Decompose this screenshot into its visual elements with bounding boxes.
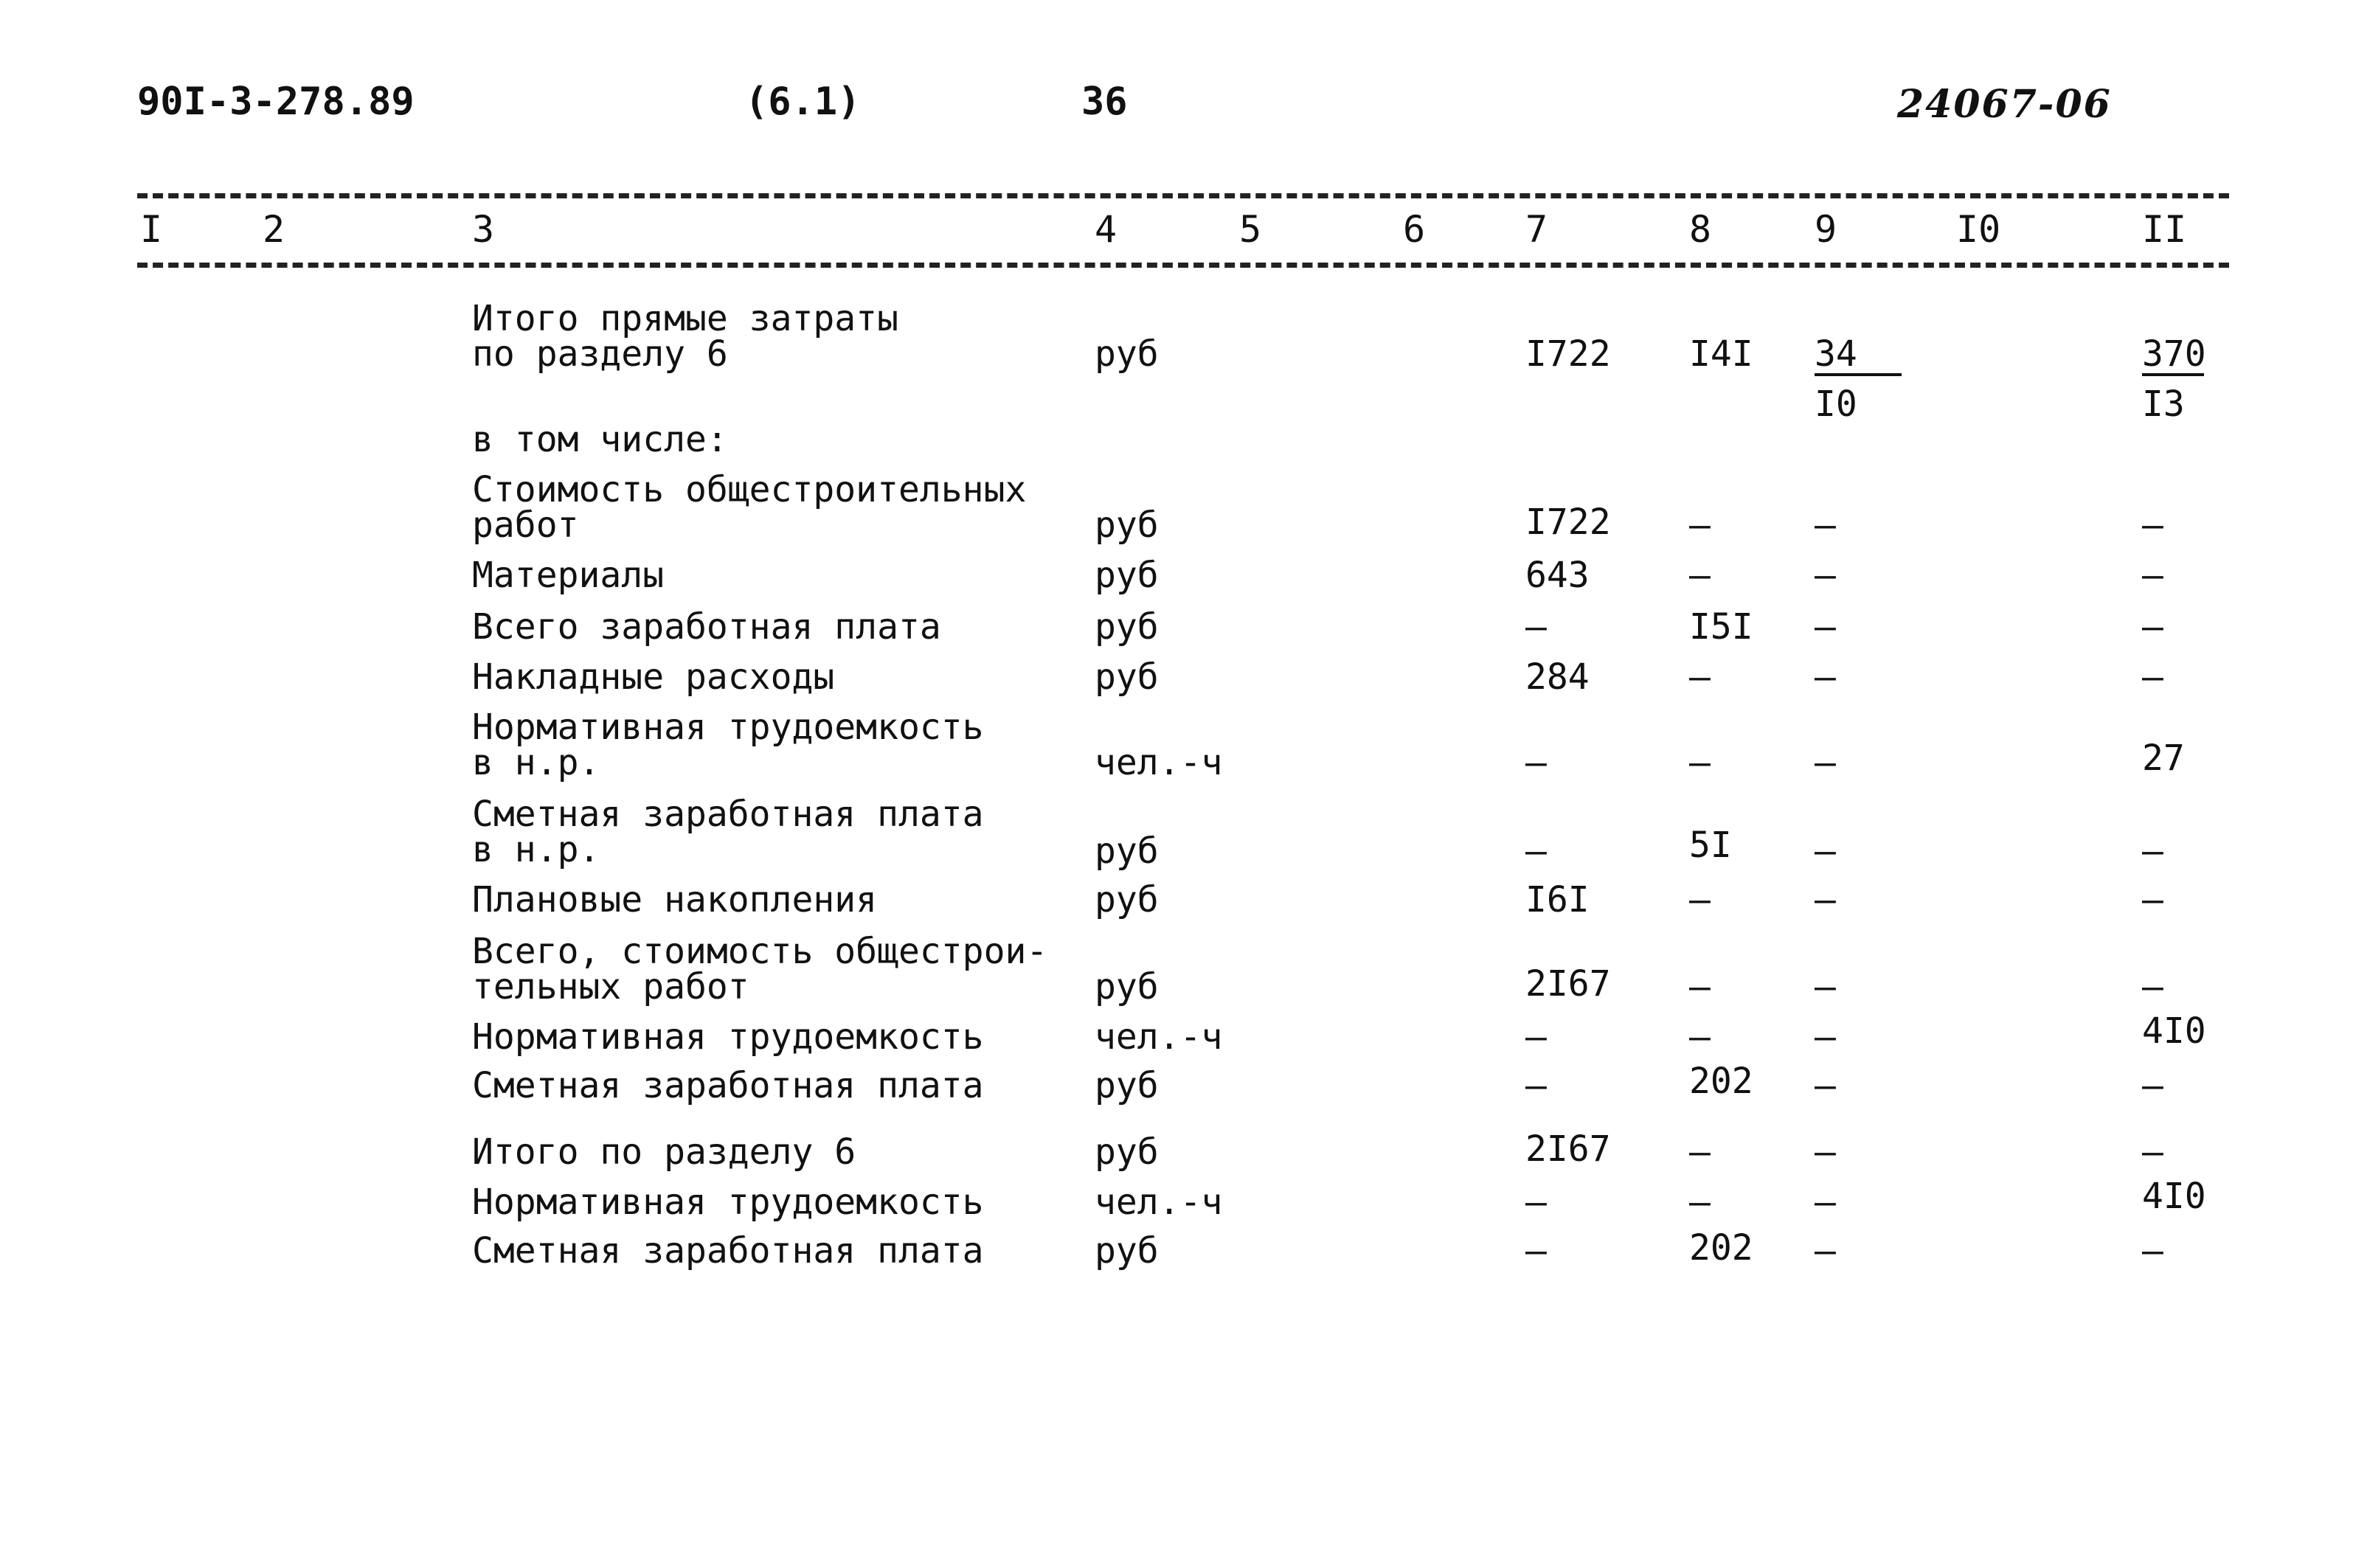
row-value-col9: – — [1815, 555, 1836, 596]
row-value-col7: 2I67 — [1525, 963, 1611, 1005]
row-value-col9: – — [1815, 1131, 1836, 1173]
row-value-col11: – — [2142, 1230, 2163, 1272]
row-label: Сметная заработная плата — [472, 1230, 984, 1272]
row-value-col11: 27 — [2142, 738, 2185, 779]
row-value-col7: – — [1525, 1230, 1547, 1272]
column-number-1: I — [140, 208, 163, 251]
archive-number: 24067-06 — [1897, 82, 2112, 127]
row-label: Материалы — [472, 555, 665, 596]
row-value-col11: – — [2142, 830, 2163, 872]
row-unit: чел.-ч — [1095, 742, 1223, 783]
fraction-denominator: I0 — [1815, 384, 1857, 425]
row-label: Итого по разделу 6 — [472, 1131, 856, 1173]
row-value-col11: – — [2142, 1065, 2163, 1106]
row-value-col8: I5I — [1689, 606, 1753, 648]
row-value-col11: – — [2142, 1131, 2163, 1173]
row-unit: руб — [1095, 504, 1159, 546]
row-value-col7: 284 — [1525, 656, 1590, 698]
row-value-col11: 4I0 — [2142, 1010, 2206, 1052]
row-value-col7: 643 — [1525, 555, 1590, 596]
row-value-col8: 202 — [1689, 1061, 1753, 1102]
row-value-col9: – — [1815, 504, 1836, 546]
row-value-col11: – — [2142, 606, 2163, 648]
column-number-11: II — [2142, 208, 2187, 251]
row-value-col11: – — [2142, 504, 2163, 546]
row-value-col8: 202 — [1689, 1227, 1753, 1269]
row-value-col7: – — [1525, 606, 1547, 648]
row-value-col11: 4I0 — [2142, 1176, 2206, 1217]
row-label: Нормативная трудоемкость — [472, 1016, 984, 1058]
row-value-col7: 2I67 — [1525, 1128, 1611, 1170]
row-label: Нормативная трудоемкость в н.р. — [472, 707, 984, 783]
row-unit: чел.-ч — [1095, 1182, 1223, 1223]
fraction-denominator: I3 — [2142, 384, 2185, 425]
row-value-col7: – — [1525, 742, 1547, 783]
row-value-col8: – — [1689, 656, 1711, 698]
row-value-col11: – — [2142, 966, 2163, 1007]
row-value-col8: – — [1689, 555, 1711, 596]
row-label: Нормативная трудоемкость — [472, 1182, 984, 1223]
row-unit: руб — [1095, 1065, 1159, 1106]
column-number-9: 9 — [1815, 208, 1837, 251]
subheading-including: в том числе: — [472, 419, 728, 460]
row-value-col8: – — [1689, 504, 1711, 546]
row-value-col11: – — [2142, 656, 2163, 698]
column-number-10: I0 — [1956, 208, 2001, 251]
row-value-col9: – — [1815, 742, 1836, 783]
row-value-col8: – — [1689, 1016, 1711, 1058]
row-unit: руб — [1095, 830, 1159, 872]
row-unit: руб — [1095, 333, 1159, 375]
row-value-col9: – — [1815, 879, 1836, 920]
row-value-col7: I722 — [1525, 502, 1611, 543]
row-label: Сметная заработная плата — [472, 1065, 984, 1106]
page-number: 36 — [1081, 80, 1128, 124]
column-number-5: 5 — [1239, 208, 1262, 251]
column-number-8: 8 — [1689, 208, 1712, 251]
row-unit: руб — [1095, 606, 1159, 648]
row-value-col7: I722 — [1525, 333, 1611, 375]
row-label: Всего заработная плата — [472, 606, 941, 648]
row-value-col7: – — [1525, 1182, 1547, 1223]
row-value-col9 — [1815, 333, 1902, 425]
row-label: Накладные расходы — [472, 656, 835, 698]
row-value-col8: – — [1689, 1182, 1711, 1223]
row-value-col7: – — [1525, 830, 1547, 872]
column-number-6: 6 — [1403, 208, 1426, 251]
column-number-2: 2 — [263, 208, 285, 251]
row-unit: руб — [1095, 879, 1159, 920]
row-value-col7: – — [1525, 1016, 1547, 1058]
row-value-col8: – — [1689, 742, 1711, 783]
row-unit: руб — [1095, 1131, 1159, 1173]
row-label: Итого прямые затраты по разделу 6 — [472, 298, 898, 375]
row-value-col9: – — [1815, 1016, 1836, 1058]
document-code: 90I-3-278.89 — [137, 80, 415, 124]
row-value-col7: I6I — [1525, 879, 1590, 920]
row-value-col8: I4I — [1689, 333, 1753, 375]
row-unit: чел.-ч — [1095, 1016, 1223, 1058]
row-unit: руб — [1095, 1230, 1159, 1272]
row-value-col8: – — [1689, 1131, 1711, 1173]
column-number-3: 3 — [472, 208, 495, 251]
fraction-col9 — [1815, 333, 1902, 425]
row-unit: руб — [1095, 656, 1159, 698]
column-number-7: 7 — [1525, 208, 1548, 251]
row-unit: руб — [1095, 555, 1159, 596]
row-value-col9: – — [1815, 830, 1836, 872]
fraction-col11 — [2142, 333, 2206, 425]
row-label: Сметная заработная плата в н.р. — [472, 794, 984, 870]
row-value-col9: – — [1815, 1182, 1836, 1223]
row-value-col9: – — [1815, 656, 1836, 698]
row-value-col11 — [2142, 333, 2206, 425]
row-value-col9: – — [1815, 966, 1836, 1007]
row-unit: руб — [1095, 966, 1159, 1007]
row-label: Всего, стоимость общестрои- тельных работ — [472, 931, 1048, 1007]
row-label: Плановые накопления — [472, 879, 878, 920]
row-value-col7: – — [1525, 1065, 1547, 1106]
fraction-numerator: 370 — [2142, 333, 2206, 375]
row-value-col9: – — [1815, 1230, 1836, 1272]
section-number: (6.1) — [745, 80, 861, 124]
row-value-col9: – — [1815, 606, 1836, 648]
row-label: Стоимость общестроительных работ — [472, 469, 1027, 546]
row-value-col8: 5I — [1689, 825, 1732, 866]
row-value-col8: – — [1689, 879, 1711, 920]
fraction-numerator: 34 — [1815, 336, 1902, 376]
row-value-col9: – — [1815, 1065, 1836, 1106]
row-value-col8: – — [1689, 966, 1711, 1007]
column-number-4: 4 — [1095, 208, 1117, 251]
row-value-col11: – — [2142, 555, 2163, 596]
row-value-col11: – — [2142, 879, 2163, 920]
